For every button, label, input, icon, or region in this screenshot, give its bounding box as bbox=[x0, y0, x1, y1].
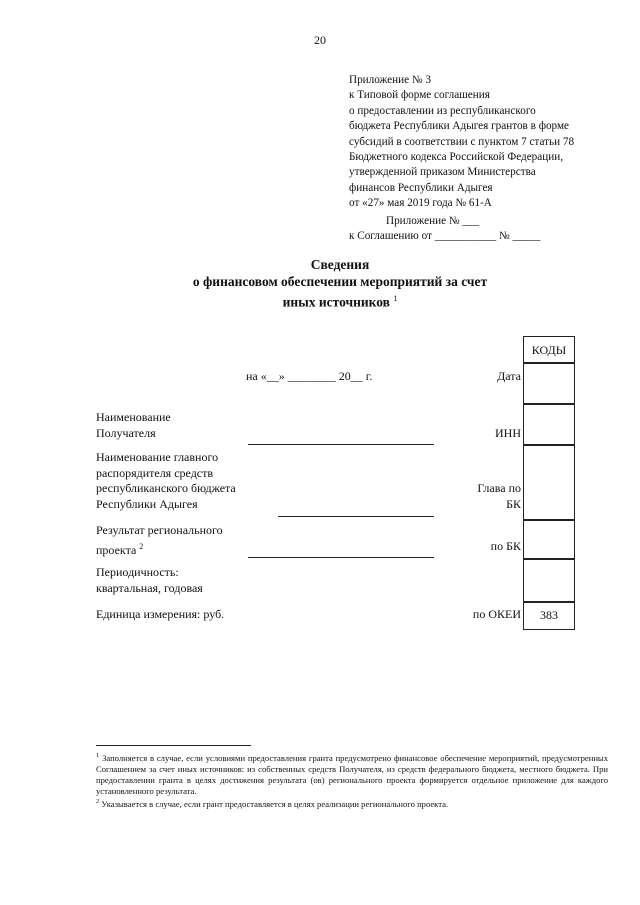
periodicity-value: квартальная, годовая bbox=[96, 580, 203, 595]
result-label-line: проекта bbox=[96, 542, 137, 557]
appendix-line: субсидий в соответствии с пунктом 7 статьи 78 bbox=[349, 135, 575, 148]
footnote-mark: 2 bbox=[96, 798, 100, 805]
appendix-line: к Типовой форме соглашения bbox=[349, 89, 490, 102]
agreement-date-number: к Соглашению от ___________ № _____ bbox=[349, 230, 541, 243]
footnote-text: Заполняется в случае, если условиями предоставления гранта предусмотрено финансовое обеспечение мероприятий, предусмотренных Соглашением за счет иных источников: из собственных средств Получателя, из средств федерального бюджета, местного бюджета. При предоставлении гранта в целях достижения результата (ов) регионального проекта формируется отдельное приложение для каждого установленного результата. bbox=[96, 752, 608, 797]
report-date-field[interactable]: на «__» ________ 20__ г. bbox=[246, 369, 373, 383]
page-number: 20 bbox=[314, 33, 326, 47]
codes-header: КОДЫ bbox=[523, 336, 575, 364]
footnote-mark: 1 bbox=[96, 752, 100, 759]
result-input-line[interactable] bbox=[248, 557, 434, 558]
recipient-label bbox=[96, 410, 171, 441]
appendix-line: Бюджетного кодекса Российской Федерации, bbox=[349, 151, 564, 164]
okei-code-cell: 383 bbox=[523, 601, 575, 630]
inn-label: ИНН bbox=[495, 426, 521, 440]
appendix-line: Приложение № 3 bbox=[349, 74, 431, 86]
footnote-2 bbox=[96, 796, 608, 810]
po-bk-label: по БК bbox=[490, 539, 521, 553]
recipient-label-line: Наименование bbox=[96, 410, 171, 424]
title-line: Сведения bbox=[310, 257, 370, 272]
agreement-reference bbox=[349, 214, 629, 245]
periodicity-label: Периодичность: bbox=[96, 565, 179, 579]
appendix-line: от «27» мая 2019 года № 61-А bbox=[349, 197, 492, 210]
administrator-label-line: Наименование главного bbox=[96, 450, 219, 464]
administrator-label-line: распорядителя средств bbox=[96, 465, 214, 480]
title-line: иных источников bbox=[282, 294, 390, 310]
footnote-mark: 1 bbox=[393, 294, 398, 303]
periodicity bbox=[96, 565, 203, 596]
unit-label: Единица измерения: руб. bbox=[96, 607, 225, 621]
agreement-appendix-number: Приложение № ___ bbox=[386, 215, 480, 227]
date-code-label: Дата bbox=[497, 369, 521, 383]
title-line-with-footnote bbox=[120, 290, 560, 311]
date-code-cell[interactable] bbox=[523, 362, 575, 405]
administrator-label bbox=[96, 450, 236, 512]
document-title bbox=[120, 256, 560, 311]
administrator-label-line: республиканского бюджета bbox=[96, 481, 236, 495]
footnote-1 bbox=[96, 750, 608, 798]
administrator-input-line[interactable] bbox=[278, 516, 434, 517]
inn-code-cell[interactable] bbox=[523, 403, 575, 446]
glava-bk-label bbox=[421, 481, 521, 512]
okei-label: по ОКЕИ bbox=[472, 607, 521, 621]
appendix-line: бюджета Республики Адыгея грантов в форме bbox=[349, 120, 570, 133]
footnote-mark: 2 bbox=[139, 541, 144, 551]
glava-bk-label-line: Глава по bbox=[477, 481, 521, 495]
footnote-separator bbox=[96, 745, 251, 746]
recipient-label-line: Получателя bbox=[96, 425, 156, 440]
result-label-line-with-footnote bbox=[96, 539, 223, 559]
po-bk-code-cell[interactable] bbox=[523, 519, 575, 560]
appendix-header bbox=[349, 73, 629, 212]
appendix-line: о предоставлении из республиканского bbox=[349, 104, 536, 117]
footnote-text: Указывается в случае, если грант предоставляется в целях реализации регионального проекта. bbox=[101, 798, 449, 809]
administrator-label-line: Республики Адыгея bbox=[96, 496, 198, 511]
appendix-line: утвержденной приказом Министерства bbox=[349, 166, 536, 179]
result-label bbox=[96, 523, 223, 558]
title-line: о финансовом обеспечении мероприятий за счет bbox=[192, 274, 488, 289]
glava-bk-code-cell[interactable] bbox=[523, 444, 575, 521]
periodicity-code-cell[interactable] bbox=[523, 558, 575, 603]
result-label-line: Результат регионального bbox=[96, 523, 223, 537]
glava-bk-label-line: БК bbox=[506, 496, 521, 511]
recipient-input-line[interactable] bbox=[248, 444, 434, 445]
appendix-line: финансов Республики Адыгея bbox=[349, 181, 493, 194]
